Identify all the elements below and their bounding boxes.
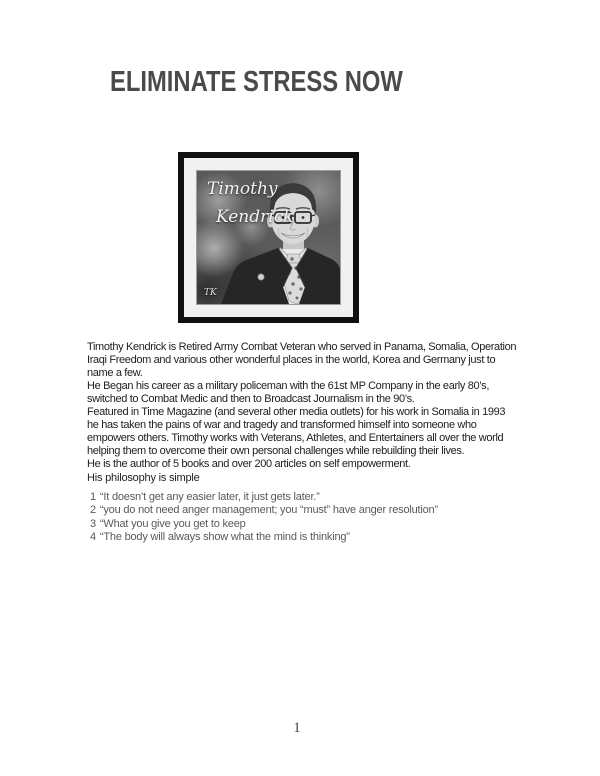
page-number: 1 xyxy=(293,720,301,736)
philosophy-item-text: “you do not need anger management; you “must” have anger resolution” xyxy=(99,504,438,517)
bio-paragraph: He Began his career as a military policeman with the 61st MP Company in the early 80’s, switched to Combat Medic and then to Broadcast Journalism in the 90’s. xyxy=(87,380,490,405)
bio-paragraph: Featured in Time Magazine (and several other media outlets) for his work in Somalia in 1993 he has taken the pains of war and tragedy and transformed himself into someone who empowers others. Timothy works with Veterans, Athletes, and Entertainers all over the world helping them to overcome their own personal challenges while rebuilding their lives. xyxy=(87,406,506,457)
philosophy-item-text: “What you give you get to keep xyxy=(99,517,246,530)
philosophy-item-number: 1 xyxy=(90,491,96,503)
philosophy-item-text: “The body will always show what the mind is thinking” xyxy=(99,531,350,544)
philosophy-item xyxy=(90,531,527,544)
philosophy-item xyxy=(90,491,527,504)
philosophy-item xyxy=(90,518,527,531)
portrait-photo-frame xyxy=(178,152,359,323)
philosophy-heading: His philosophy is simple xyxy=(87,472,200,484)
photo-caption-last-name: Kendrick xyxy=(216,207,294,227)
philosophy-section xyxy=(87,472,527,545)
photo-caption-first-name: Timothy xyxy=(207,179,278,199)
philosophy-item-number: 2 xyxy=(90,504,96,517)
philosophy-item xyxy=(90,504,527,517)
philosophy-item-text: “It doesn’t get any easier later, it just gets later.” xyxy=(99,491,320,503)
portrait-photo xyxy=(197,171,340,304)
bio-paragraph: He is the author of 5 books and over 200 articles on self empowerment. xyxy=(87,458,411,470)
philosophy-item-number: 4 xyxy=(90,531,96,544)
bio-text-block xyxy=(87,341,517,471)
philosophy-list xyxy=(90,491,527,545)
bio-paragraph: Timothy Kendrick is Retired Army Combat Veteran who served in Panama, Somalia, Operation Iraqi Freedom and various other wonderful places in the world, Korea and Germany just to name a few. xyxy=(87,341,517,379)
photographer-monogram: TK xyxy=(204,288,217,298)
page-title: ELIMINATE STRESS NOW xyxy=(110,66,403,98)
philosophy-item-number: 3 xyxy=(90,517,96,530)
